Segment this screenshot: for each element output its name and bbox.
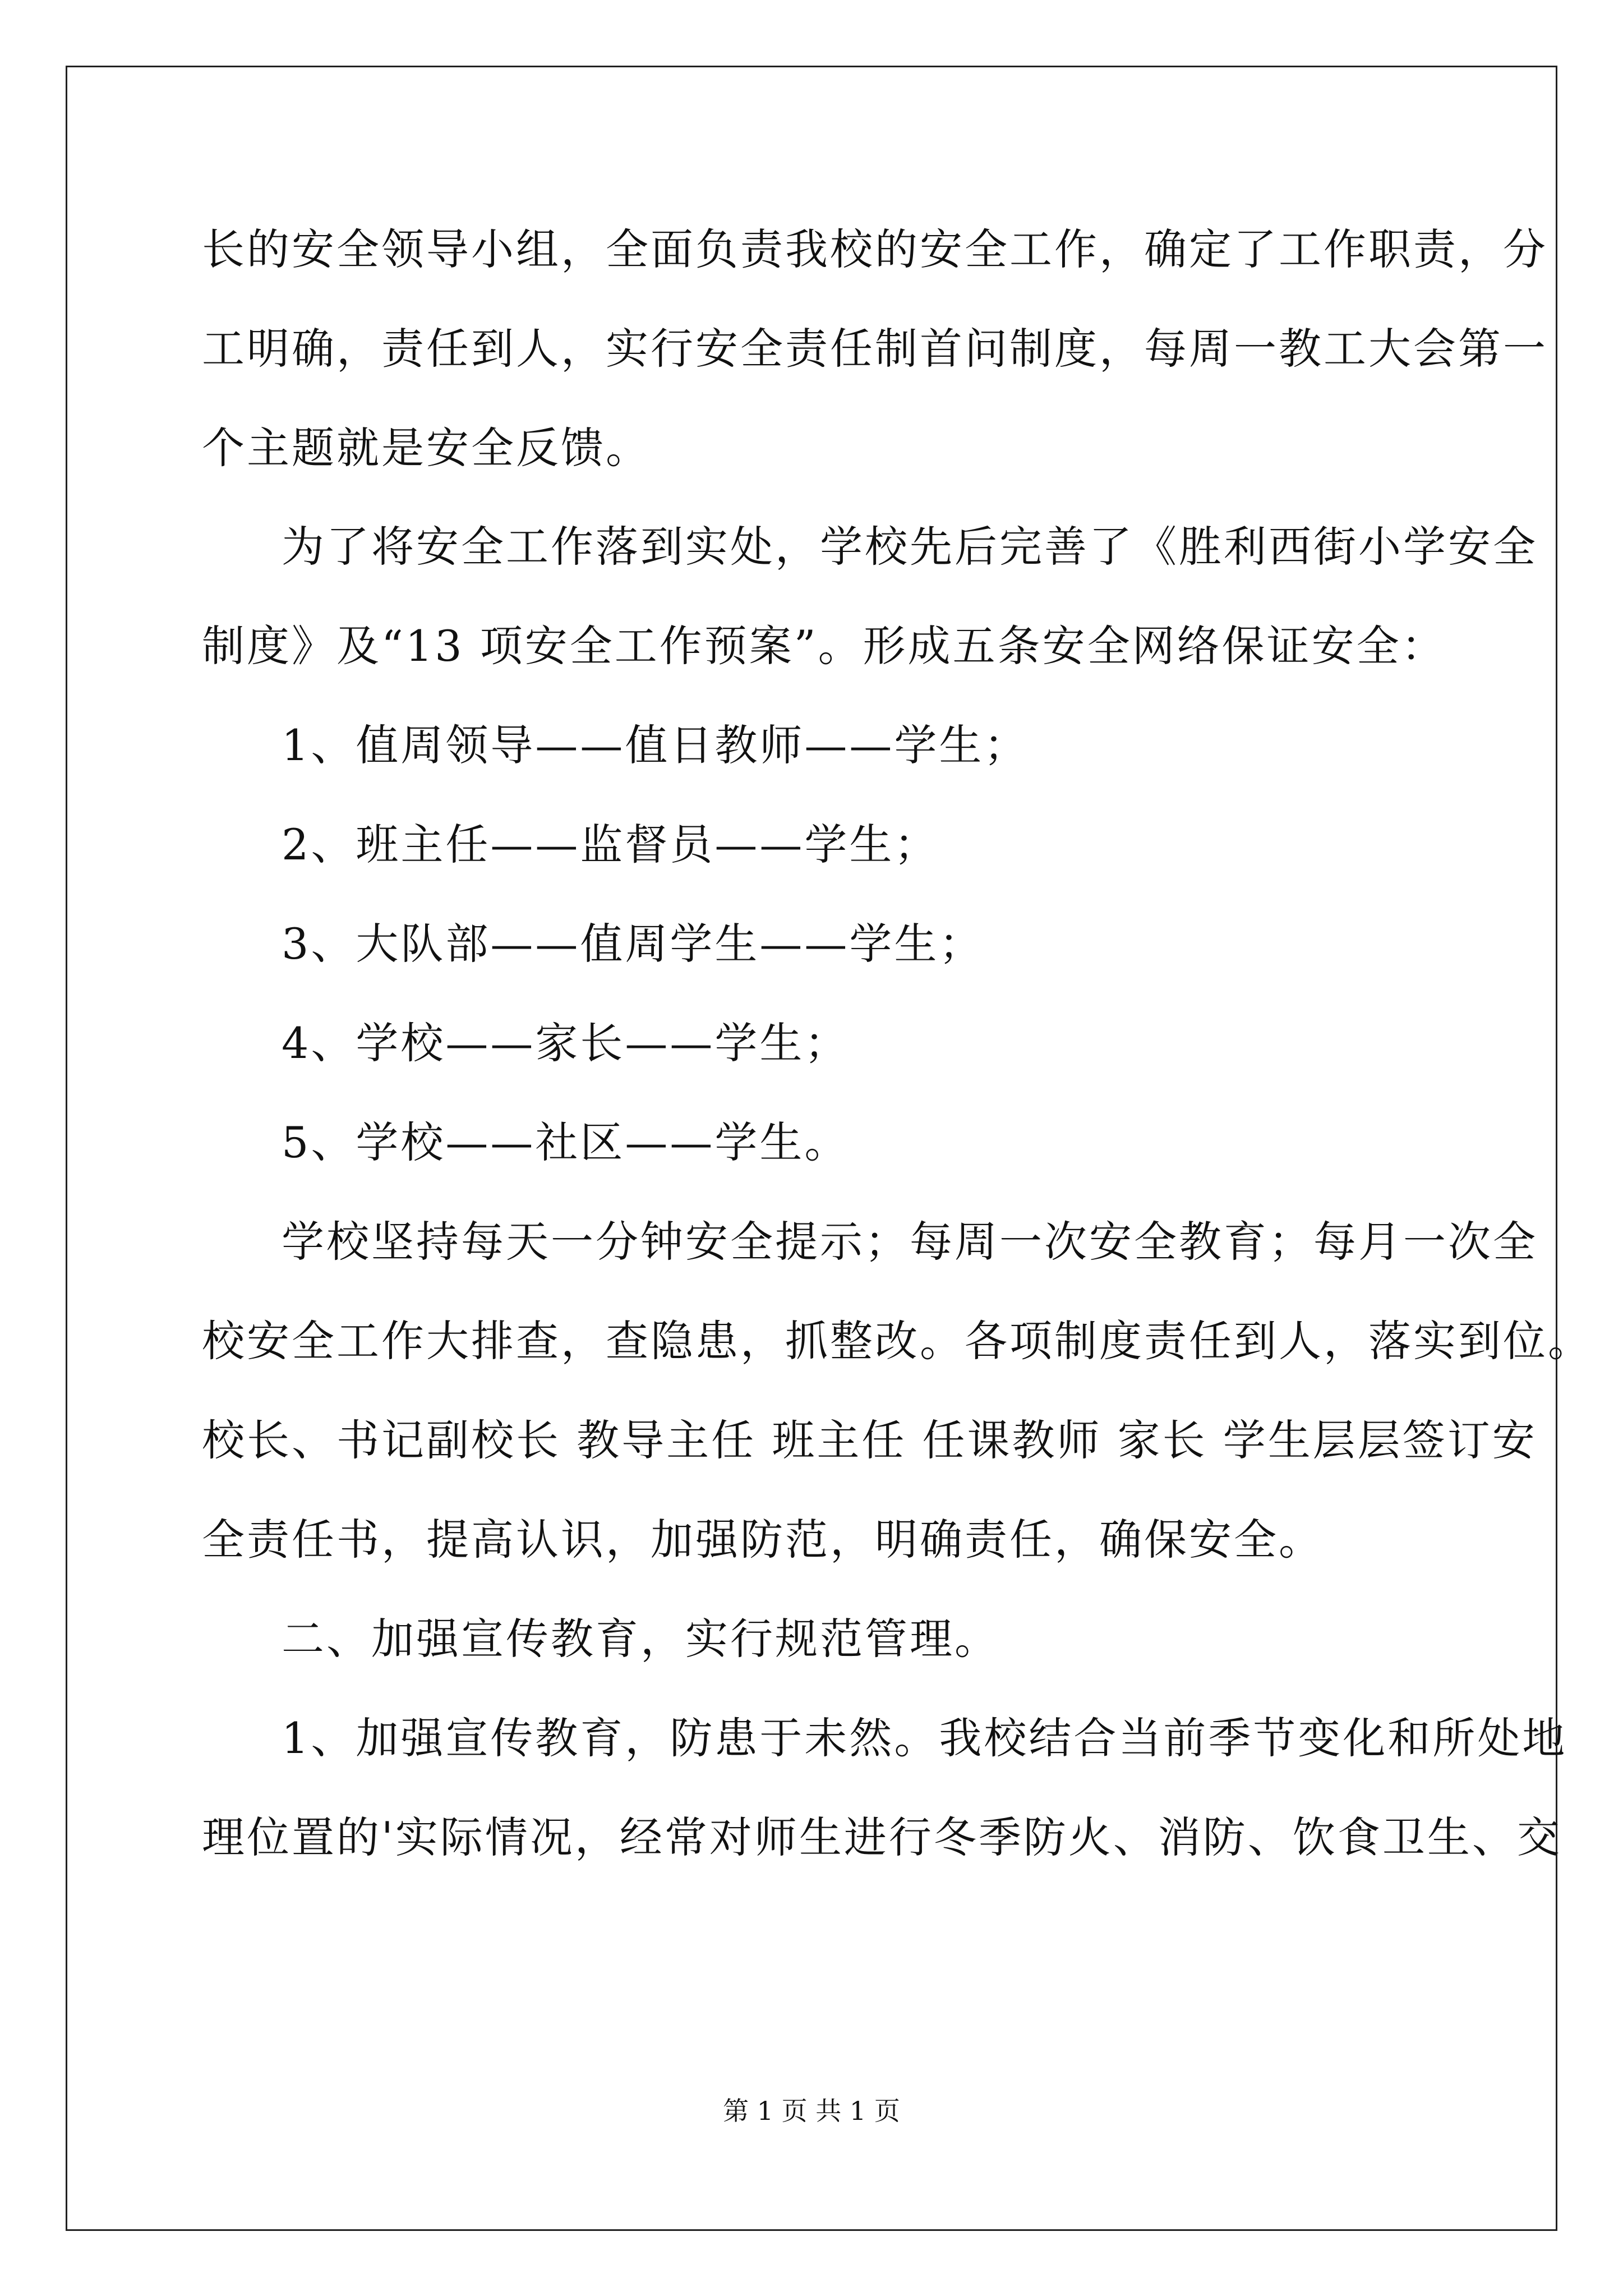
page-footer: 第 1 页 共 1 页 bbox=[723, 2096, 900, 2126]
paragraph-line: 工明确，责任到人，实行安全责任制首问制度，每周一教工大会第一 bbox=[202, 324, 1548, 374]
paragraph-line: 校长、书记副校长 教导主任 班主任 任课教师 家长 学生层层签订安 bbox=[202, 1415, 1537, 1465]
paragraph-line: 学校坚持每天一分钟安全提示；每周一次安全教育；每月一次全 bbox=[282, 1217, 1538, 1267]
paragraph-line: 全责任书，提高认识，加强防范，明确责任，确保安全。 bbox=[202, 1515, 1324, 1565]
list-item: 2、班主任——监督员——学生； bbox=[282, 820, 939, 869]
paragraph-line: 个主题就是安全反馈。 bbox=[202, 423, 651, 473]
paragraph-line: 校安全工作大排查，查隐患，抓整改。各项制度责任到人，落实到位。 bbox=[202, 1316, 1593, 1366]
paragraph-line: 长的安全领导小组，全面负责我校的安全工作，确定了工作职责，分 bbox=[202, 224, 1548, 274]
paragraph-line: 为了将安全工作落到实处，学校先后完善了《胜利西街小学安全 bbox=[282, 522, 1538, 572]
list-item: 5、学校——社区——学生。 bbox=[282, 1117, 850, 1167]
list-item: 1、值周领导——值日教师——学生； bbox=[282, 720, 1029, 770]
paragraph-line: 制度》及“13 项安全工作预案”。形成五条安全网络保证安全： bbox=[202, 621, 1446, 671]
section-heading: 二、加强宣传教育，实行规范管理。 bbox=[282, 1614, 999, 1664]
list-item: 4、学校——家长——学生； bbox=[282, 1018, 850, 1068]
paragraph-line: 1、加强宣传教育，防患于未然。我校结合当前季节变化和所处地 bbox=[282, 1713, 1567, 1763]
paragraph-line: 理位置的'实际情况，经常对师生进行冬季防火、消防、饮食卫生、交 bbox=[202, 1812, 1562, 1862]
list-item: 3、大队部——值周学生——学生； bbox=[282, 919, 984, 969]
